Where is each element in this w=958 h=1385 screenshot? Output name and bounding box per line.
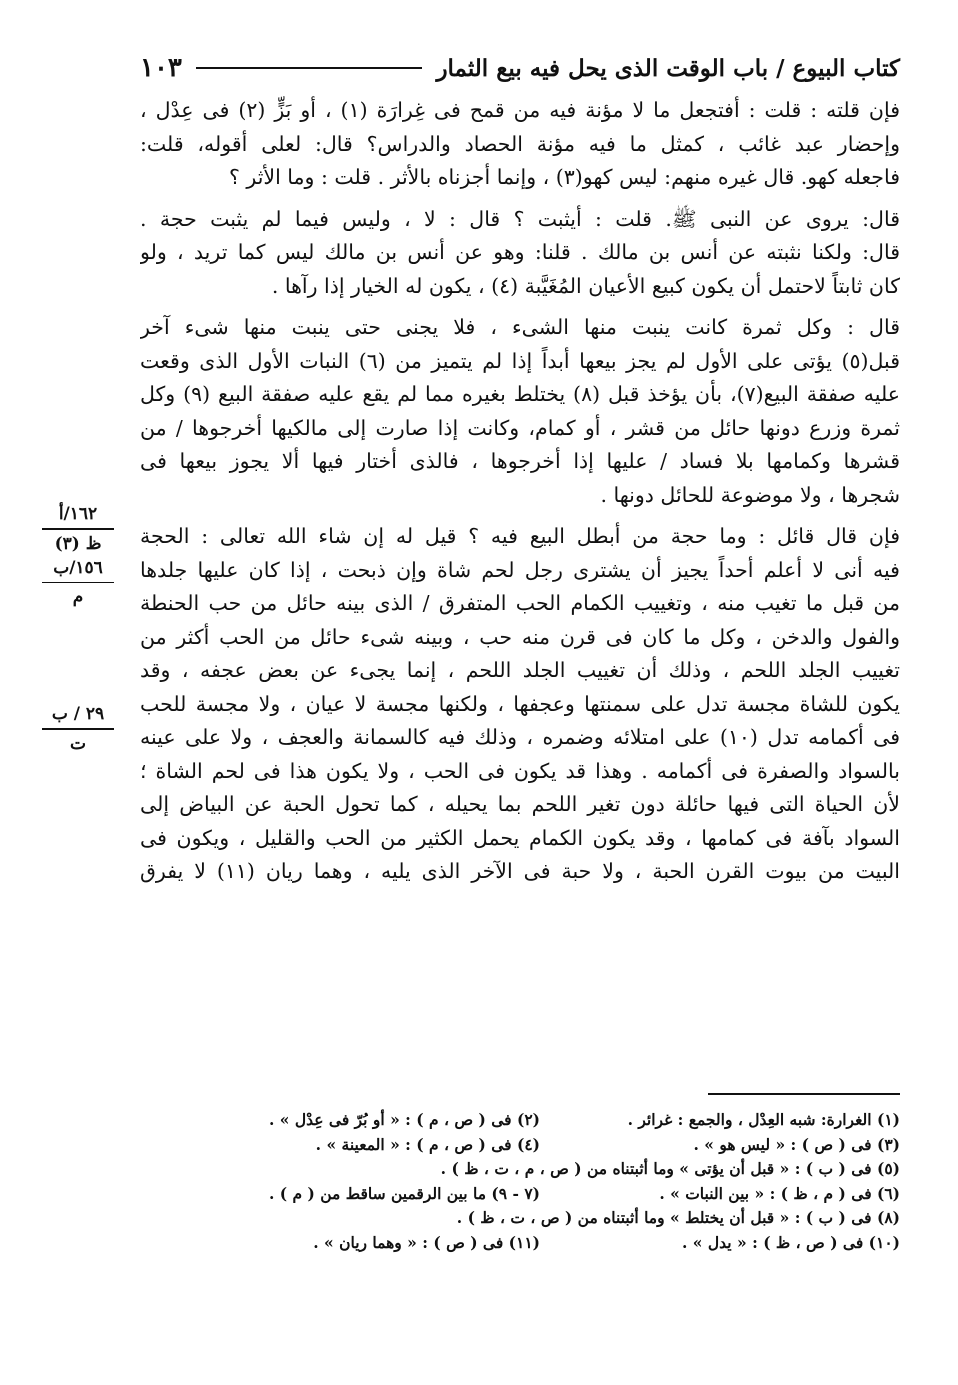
margin-note-line: ٢٩ / ب (51, 704, 105, 724)
text-line: لأن الحياة التى فيها حائلة دون تغير اللحم بما يحيله ، كما تحول الحبة عن البياض إلى (140, 792, 900, 816)
margin-note-line: ت (69, 733, 86, 754)
text-line: قال : وكل ثمرة كانت ينبت منها الشىء ، فلا يجنى حتى ينبت منها شىء آخر (140, 315, 900, 339)
footnote: (٥) فى ( ب ) : « قبل أن يؤتى » وما أثبتناه من ( ص ، م ، ت ، ظ ) . (440, 1159, 900, 1179)
footnote: (١٠) فى ( ص ، ظ ) : « يدل » . (682, 1232, 900, 1252)
footnote-row (180, 1206, 900, 1231)
footnote: (٨) فى ( ب ) : « قبل أن يختلط » وما أثبتناه من ( ص ، ت ، ظ ) . (456, 1208, 900, 1228)
margin-rule (42, 528, 114, 530)
margin-note-line: ظ (٣) (54, 533, 102, 554)
text-line: شجرها ، ولا موضوعة للحائل دونها . (600, 482, 900, 507)
text-line: قبل(٥) يؤتى على الأول لم يجز بيعها أبداً إذا لم يتميز من (٦) النبات الأول الذى وقعت (140, 348, 900, 373)
text-line: قشرها وكمامها بلا فساد / عليها إذا أخرجوها ، فالذى أختار فيها ألا يجوز بيعها فى (140, 449, 900, 473)
footnotes (180, 1108, 900, 1256)
text-line: البيت من بيوت القرن الحبة ، ولا حبة فى الآخر الذى يليه ، وهما ريان (١١) لا يفرق (140, 859, 900, 883)
footnote-row (180, 1157, 900, 1182)
paragraph (140, 94, 900, 195)
footnote-row (180, 1108, 900, 1133)
text-line: السواد بآفة فى كمامها ، وقد يكون الكمام يحمل الكثير من الحب والقليل ، ويكون فى (140, 825, 900, 850)
footnote-separator (708, 1093, 900, 1095)
text-line: بالسواد والصفرة فى أكمامه . وهذا قد يكون فى الحب ، ولا يكون هذا فى لحم الشاة ؛ (140, 758, 900, 783)
footnote-row (180, 1133, 900, 1158)
footnote: (٣) فى ( ص ) : « ليس هو » . (693, 1134, 900, 1154)
text-line: من قبل ما تغيب منه ، وتغييب الكمام الحب المتفرق / الذى بينه حائل من حب الحنطة (140, 591, 900, 615)
footnote: (١) الغرارة: شبه العِدْل ، والجمع : غرائر . (627, 1110, 900, 1129)
margin-rule (42, 582, 114, 584)
margin-note-manuscript-refs (38, 502, 118, 609)
text-line: يكون للشاة مجسة تدل على سمنتها وعجفها ، ولكنها مجسة لا عيان ، ولا مجسة للحب (140, 691, 900, 716)
footnote: (٤) فى ( ص ، م ) : « المعينة » . (315, 1134, 540, 1154)
margin-note-line: ١٦٢/أ (58, 504, 98, 524)
text-line: كان ثابتاً لاحتمل أن يكون كبيع الأعيان المُغَيَّبة (٤) ، يكون له الخيار إذا رآها . (271, 273, 900, 298)
text-line: قال: يروى عن النبى ﷺ. قلت : أيثبت ؟ قال : لا ، وليس فيما لم يثبت حجة . (140, 206, 900, 231)
text-line: فاجعله كهو. قال غيره منهم: ليس كهو(٣) ، وإنما أجزناه بالأثر . قلت : وما الأثر ؟ (228, 165, 900, 189)
footnote: (٦) فى ( م ، ظ ) : « بين النبات » . (659, 1183, 900, 1203)
running-title: كتاب البيوع / باب الوقت الذى يحل فيه بيع الثمار (436, 54, 900, 82)
footnote: (١١) فى ( ص ) : « وهما ريان » . (313, 1232, 540, 1252)
text-line: فى أكمامه تدل (١٠) على امتلائه وضمره ، وذلك فيه كالسمانة والعجف ، ولا على عينه (140, 725, 900, 749)
text-line: قال: ولكنا نثبته عن أنس بن مالك . قلنا: وهو عن أنس بن مالك ليس كما تريد ، ولو (140, 240, 900, 264)
paragraph (140, 311, 900, 512)
footnote: (٧ - ٩) ما بين الرقمين ساقط من ( م ) . (269, 1183, 540, 1203)
text-line: فيه أنى لا أعلم أحداً يجيز أن يشترى رجل لحم شاة وإن ذبحت ، إذا كان عليها جلدها (140, 557, 900, 582)
margin-rule (42, 728, 114, 730)
footnote-row (180, 1182, 900, 1207)
paragraph (140, 520, 900, 889)
text-line: عليه صفقة البيع(٧)، بأن يؤخذ قبل (٨) يختلط بغيره مما لم يقع عليه صفقة البيع (٩) وكل (140, 382, 900, 406)
paragraph (140, 203, 900, 304)
text-line: والفول والدخن ، وكل ما كان فى قرن منه حب ، وبينه شىء حائل من الحب أكثر من (140, 624, 900, 649)
text-line: فإن قلته : قلت : أفتجعل ما لا مؤنة فيه من قمح فى غِرارَة (١) ، أو بَزٍّ (٢) فى عِدْل ، (140, 98, 900, 122)
header-rule (196, 67, 423, 69)
footnote-row (180, 1231, 900, 1256)
main-text (140, 94, 900, 897)
margin-note-manuscript-refs (38, 702, 118, 756)
text-line: وإحضار عبد غائب ، كمثل ما فيه مؤنة الحصاد والدراس؟ قال: لعلى أقوله، قلت: (140, 131, 900, 156)
text-line: تغييب الجلد اللحم ، وذلك أن تغييب الجلد اللحم ، إنما يجىء عن بعض عجفه ، وقد (140, 658, 900, 682)
footnote: (٢) فى ( ص ، م ) : « أو بُرّ فى عِدْل » . (268, 1110, 540, 1129)
text-line: ثمرة وزرع دونها حائل من قشر ، أو كمام، وكانت إذا صارت إلى مالكيها أخرجوها / من (140, 415, 900, 440)
page-number: ١٠٣ (140, 53, 182, 83)
margin-note-line: م (72, 587, 84, 607)
margin-note-line: ١٥٦/ب (53, 557, 103, 578)
text-line: فإن قال قائل : وما حجة من أبطل البيع فيه ؟ قيل له إن شاء الله تعالى : الحجة (140, 524, 900, 548)
page-header (140, 48, 900, 88)
